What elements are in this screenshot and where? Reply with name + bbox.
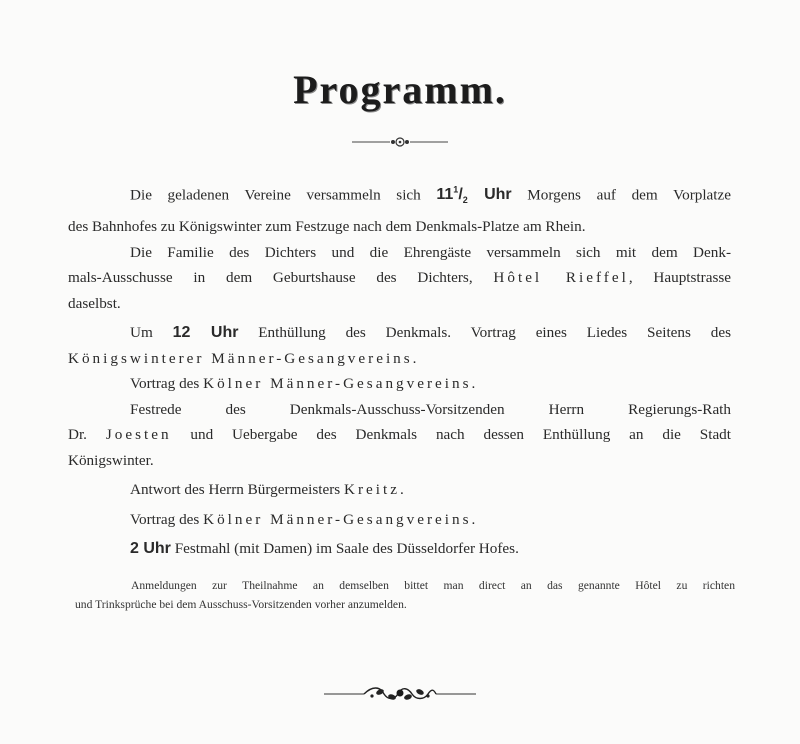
p7-line1 <box>68 507 731 533</box>
p3-line2: Königswinterer Männer-Gesangvereins. <box>68 349 420 367</box>
text: Enthüllung des Denkmals. Vortrag eines Liedes Seitens des <box>238 324 731 342</box>
note-line2: und Trinksprüche bei dem Ausschuss-Vorsitzenden vorher anzumelden. <box>75 598 407 611</box>
choir-name: Kölner Männer-Gesangvereins <box>203 510 472 528</box>
choir-name: Kölner Männer-Gesangvereins <box>203 375 472 393</box>
text: . <box>471 510 476 528</box>
floral-ornament-icon <box>320 684 480 704</box>
time-hours: 11 <box>436 186 454 204</box>
p2-line3: daselbst. <box>68 294 121 312</box>
p4-line1 <box>68 371 731 397</box>
text: Vortrag des <box>130 510 204 528</box>
hotel-name: Hôtel Rieffel <box>493 269 629 287</box>
p2-line1: Die Familie des Dichters und die Ehrengäste versammeln sich mit dem Denk- <box>130 243 731 261</box>
time-uhr: Uhr <box>484 186 512 204</box>
text: und Uebergabe des Denkmals nach dessen Enthüllung an die Stadt <box>171 426 731 444</box>
time-twelve: 12 Uhr <box>172 324 239 342</box>
fraction-numerator: 1 <box>453 185 459 195</box>
p5-line1: Festrede des Denkmals-Ausschuss-Vorsitzenden Herrn Regierungs-Rath <box>130 400 731 418</box>
text: Vortrag des <box>130 375 204 393</box>
program-body <box>68 178 731 562</box>
text: Festmahl (mit Damen) im Saale des Düsseldorfer Hofes. <box>170 540 519 558</box>
p3-line1 <box>68 320 731 346</box>
p1-line1 <box>68 178 731 214</box>
text: Antwort des Herrn Bürgermeisters <box>130 481 344 499</box>
text: Morgens auf dem Vorplatze <box>511 186 732 204</box>
p2-line2 <box>68 265 731 291</box>
text: mals-Ausschusse in dem Geburtshause des Dichters, <box>68 269 494 287</box>
note-line1: Anmeldungen zur Theilnahme an demselben bittet man direct an das genannte Hôtel zu richten <box>131 579 735 592</box>
time-eleven-half: $11^1/_2$ Uhr <box>436 185 512 206</box>
text: Dr. <box>68 426 106 444</box>
p6-line1 <box>68 477 731 503</box>
text: , Hauptstrasse <box>628 269 732 287</box>
fraction-denominator: 2 <box>462 195 468 206</box>
text: . <box>471 375 476 393</box>
p5-line3: Königswinter. <box>68 451 154 469</box>
p8-line1 <box>68 536 731 562</box>
p5-line2 <box>68 422 731 448</box>
ornament-divider-icon <box>350 136 450 148</box>
mayor-name: Kreitz <box>343 481 400 499</box>
registration-note <box>75 576 735 614</box>
text: . <box>399 481 404 499</box>
time-two: 2 Uhr <box>130 540 171 558</box>
speaker-name: Joesten <box>105 426 172 444</box>
page-title: Programm. <box>293 67 507 112</box>
text: Um <box>130 324 173 342</box>
p1-line2: des Bahnhofes zu Königswinter zum Festzuge nach dem Denkmals-Platze am Rhein. <box>68 218 586 236</box>
text: Die geladenen Vereine versammeln sich <box>130 186 437 204</box>
